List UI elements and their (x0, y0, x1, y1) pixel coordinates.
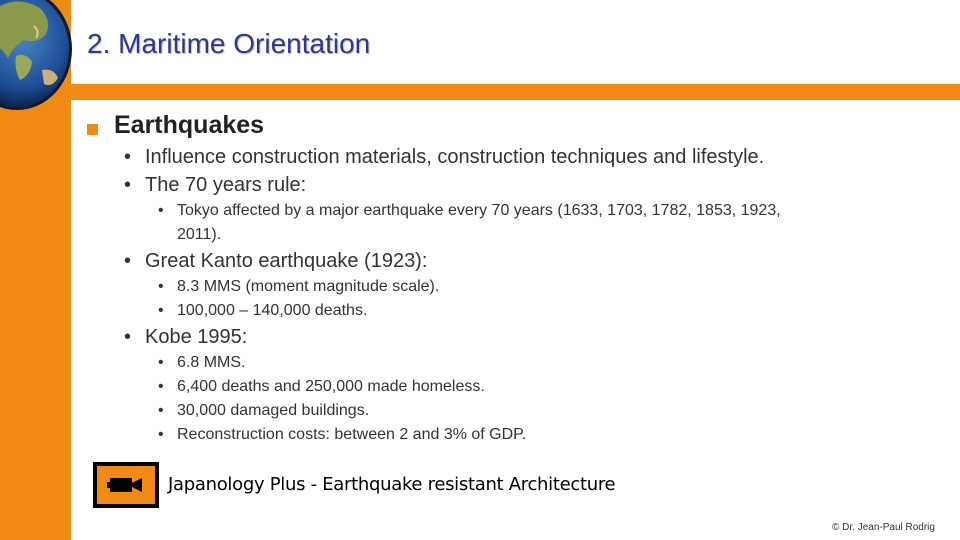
video-camera-icon (106, 473, 146, 497)
slide-title: 2. Maritime Orientation (87, 28, 371, 59)
bullet-dot: • (158, 202, 164, 219)
sub-bullet-tokyo-cont: 2011). (177, 226, 222, 243)
bullet-dot: • (158, 378, 164, 395)
sub-bullet-kobe-costs: Reconstruction costs: between 2 and 3% of GDP. (177, 426, 527, 443)
bullet-70-years-rule: The 70 years rule: (145, 174, 307, 196)
bullet-dot: • (158, 278, 164, 295)
bullet-dot: • (158, 354, 164, 371)
title-rule (71, 84, 960, 100)
bullet-dot: • (124, 174, 132, 196)
sub-bullet-kanto-mms: 8.3 MMS (moment magnitude scale). (177, 278, 440, 295)
heading-bullet (87, 124, 98, 135)
bullet-kobe: Kobe 1995: (145, 326, 248, 348)
video-link[interactable]: Japanology Plus - Earthquake resistant Architecture (168, 474, 616, 495)
sub-bullet-kobe-deaths: 6,400 deaths and 250,000 made homeless. (177, 378, 485, 395)
copyright-credit: © Dr. Jean-Paul Rodrig (832, 522, 935, 533)
video-button-face (97, 466, 155, 504)
bullet-dot: • (124, 146, 132, 168)
bullet-influence: Influence construction materials, construction techniques and lifestyle. (145, 146, 765, 168)
sub-bullet-kobe-mms: 6.8 MMS. (177, 354, 246, 371)
bullet-dot: • (158, 402, 164, 419)
bullet-dot: • (124, 326, 132, 348)
sub-bullet-kobe-buildings: 30,000 damaged buildings. (177, 402, 370, 419)
sub-bullet-kanto-deaths: 100,000 – 140,000 deaths. (177, 302, 368, 319)
section-heading: Earthquakes (114, 111, 265, 139)
sub-bullet-tokyo: Tokyo affected by a major earthquake every 70 years (1633, 1703, 1782, 1853, 1923, (177, 202, 781, 219)
bullet-dot: • (158, 302, 164, 319)
bullet-great-kanto: Great Kanto earthquake (1923): (145, 250, 428, 272)
bullet-dot: • (124, 250, 132, 272)
video-button[interactable] (93, 462, 159, 508)
globe-icon (0, 0, 74, 112)
bullet-dot: • (158, 426, 164, 443)
